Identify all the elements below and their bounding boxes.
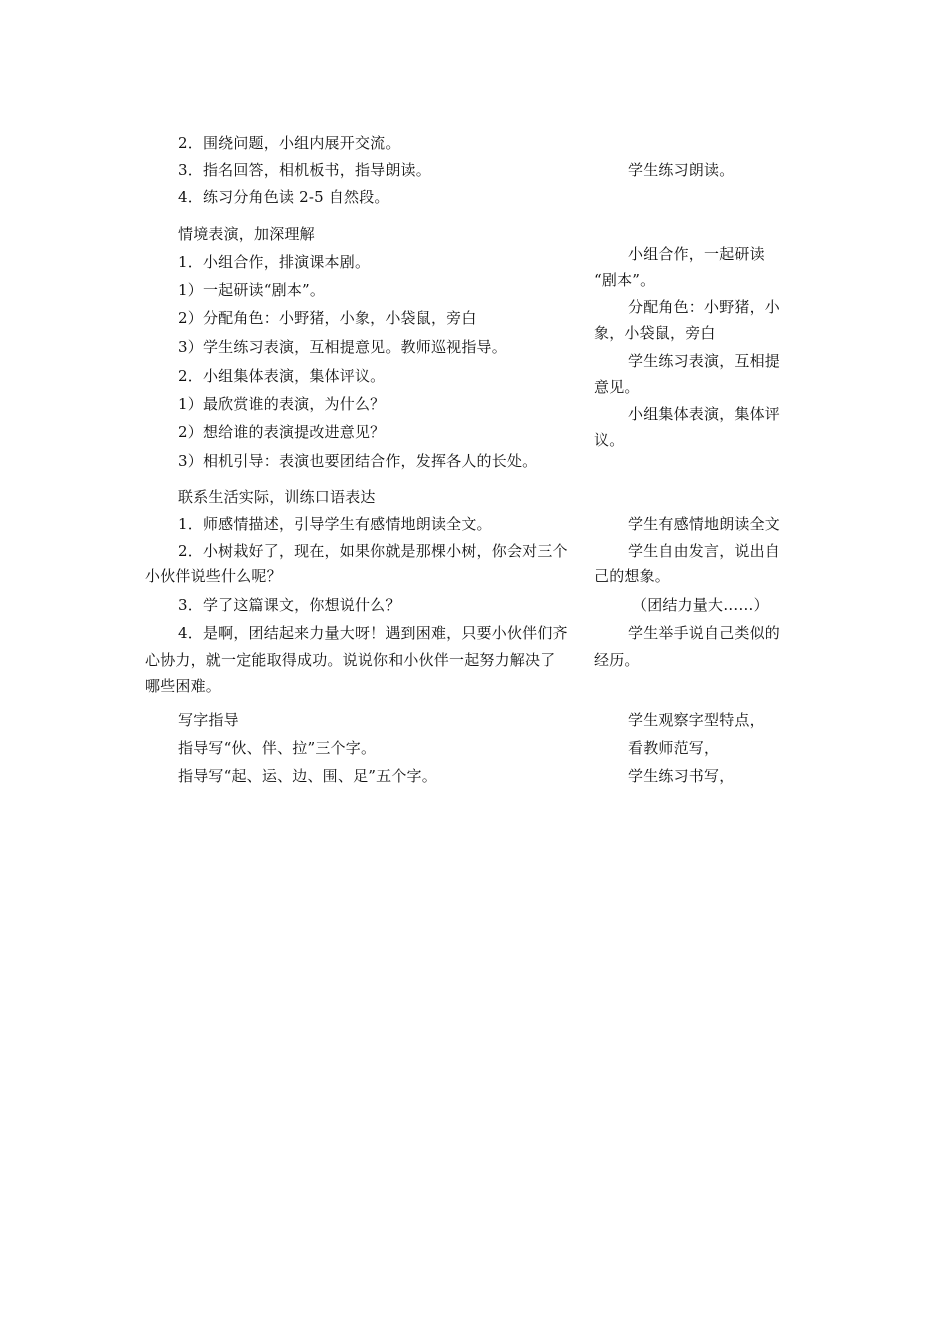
student-watch: 看教师范写， <box>628 739 720 757</box>
student-read-emotion: 学生有感情地朗读全文 <box>628 515 781 533</box>
student-practice-line1: 学生练习表演，互相提 <box>628 352 781 370</box>
section-title-performance: 情境表演，加深理解 <box>178 225 315 243</box>
student-show-line1: 小组集体表演，集体评 <box>628 405 781 423</box>
section-title-speaking: 联系生活实际，训练口语表达 <box>178 488 376 506</box>
step-read-emotion: 1．师感情描述，引导学生有感情地朗读全文。 <box>178 515 492 533</box>
student-observe: 学生观察字型特点， <box>628 711 765 729</box>
step-unity-line3: 哪些困难。 <box>145 677 222 695</box>
step-unity-line2: 心协力，就一定能取得成功。说说你和小伙伴一起努力解决了 <box>145 651 556 669</box>
student-show-line2: 议。 <box>594 431 625 449</box>
step-rehearse: 1．小组合作，排演课本剧。 <box>178 253 371 271</box>
step-answer: 3．指名回答，相机板书，指导朗读。 <box>178 161 431 179</box>
student-unity-note: （团结力量大……） <box>632 596 769 614</box>
student-write: 学生练习书写， <box>628 767 735 785</box>
step-role-reading: 4．练习分角色读 2-5 自然段。 <box>178 188 390 206</box>
step-discuss: 2．围绕问题，小组内展开交流。 <box>178 134 401 152</box>
substep-practice: 3）学生练习表演，互相提意见。教师巡视指导。 <box>178 338 507 356</box>
student-study-line2: “剧本”。 <box>594 271 656 289</box>
student-share-line2: 经历。 <box>594 651 640 669</box>
section-title-writing: 写字指导 <box>178 711 239 729</box>
substep-suggestion: 2）想给谁的表演提改进意见？ <box>178 423 386 441</box>
student-speak-line2: 己的想象。 <box>594 567 671 585</box>
step-group-show: 2．小组集体表演，集体评议。 <box>178 367 386 385</box>
substep-guide: 3）相机引导：表演也要团结合作，发挥各人的长处。 <box>178 452 538 470</box>
step-unity-line1: 4．是啊，团结起来力量大呀！遇到困难，只要小伙伴们齐 <box>178 624 568 642</box>
student-roles-line2: 象，小袋鼠，旁白 <box>594 324 716 342</box>
step-tree-line1: 2．小树栽好了，现在，如果你就是那棵小树，你会对三个 <box>178 542 568 560</box>
substep-favorite: 1）最欣赏谁的表演，为什么？ <box>178 395 386 413</box>
step-tree-line2: 小伙伴说些什么呢？ <box>145 567 282 585</box>
student-roles-line1: 分配角色：小野猪，小 <box>628 298 781 316</box>
student-speak-line1: 学生自由发言，说出自 <box>628 542 781 560</box>
writing-guide-1: 指导写“伙、伴、拉”三个字。 <box>178 739 377 757</box>
substep-study-script: 1）一起研读“剧本”。 <box>178 281 326 299</box>
substep-assign-roles: 2）分配角色：小野猪，小象，小袋鼠，旁白 <box>178 309 477 327</box>
student-share-line1: 学生举手说自己类似的 <box>628 624 781 642</box>
student-read: 学生练习朗读。 <box>628 161 735 179</box>
step-learned: 3．学了这篇课文，你想说什么？ <box>178 596 401 614</box>
student-study-line1: 小组合作，一起研读 <box>628 245 765 263</box>
writing-guide-2: 指导写“起、运、边、围、足”五个字。 <box>178 767 437 785</box>
student-practice-line2: 意见。 <box>594 378 640 396</box>
